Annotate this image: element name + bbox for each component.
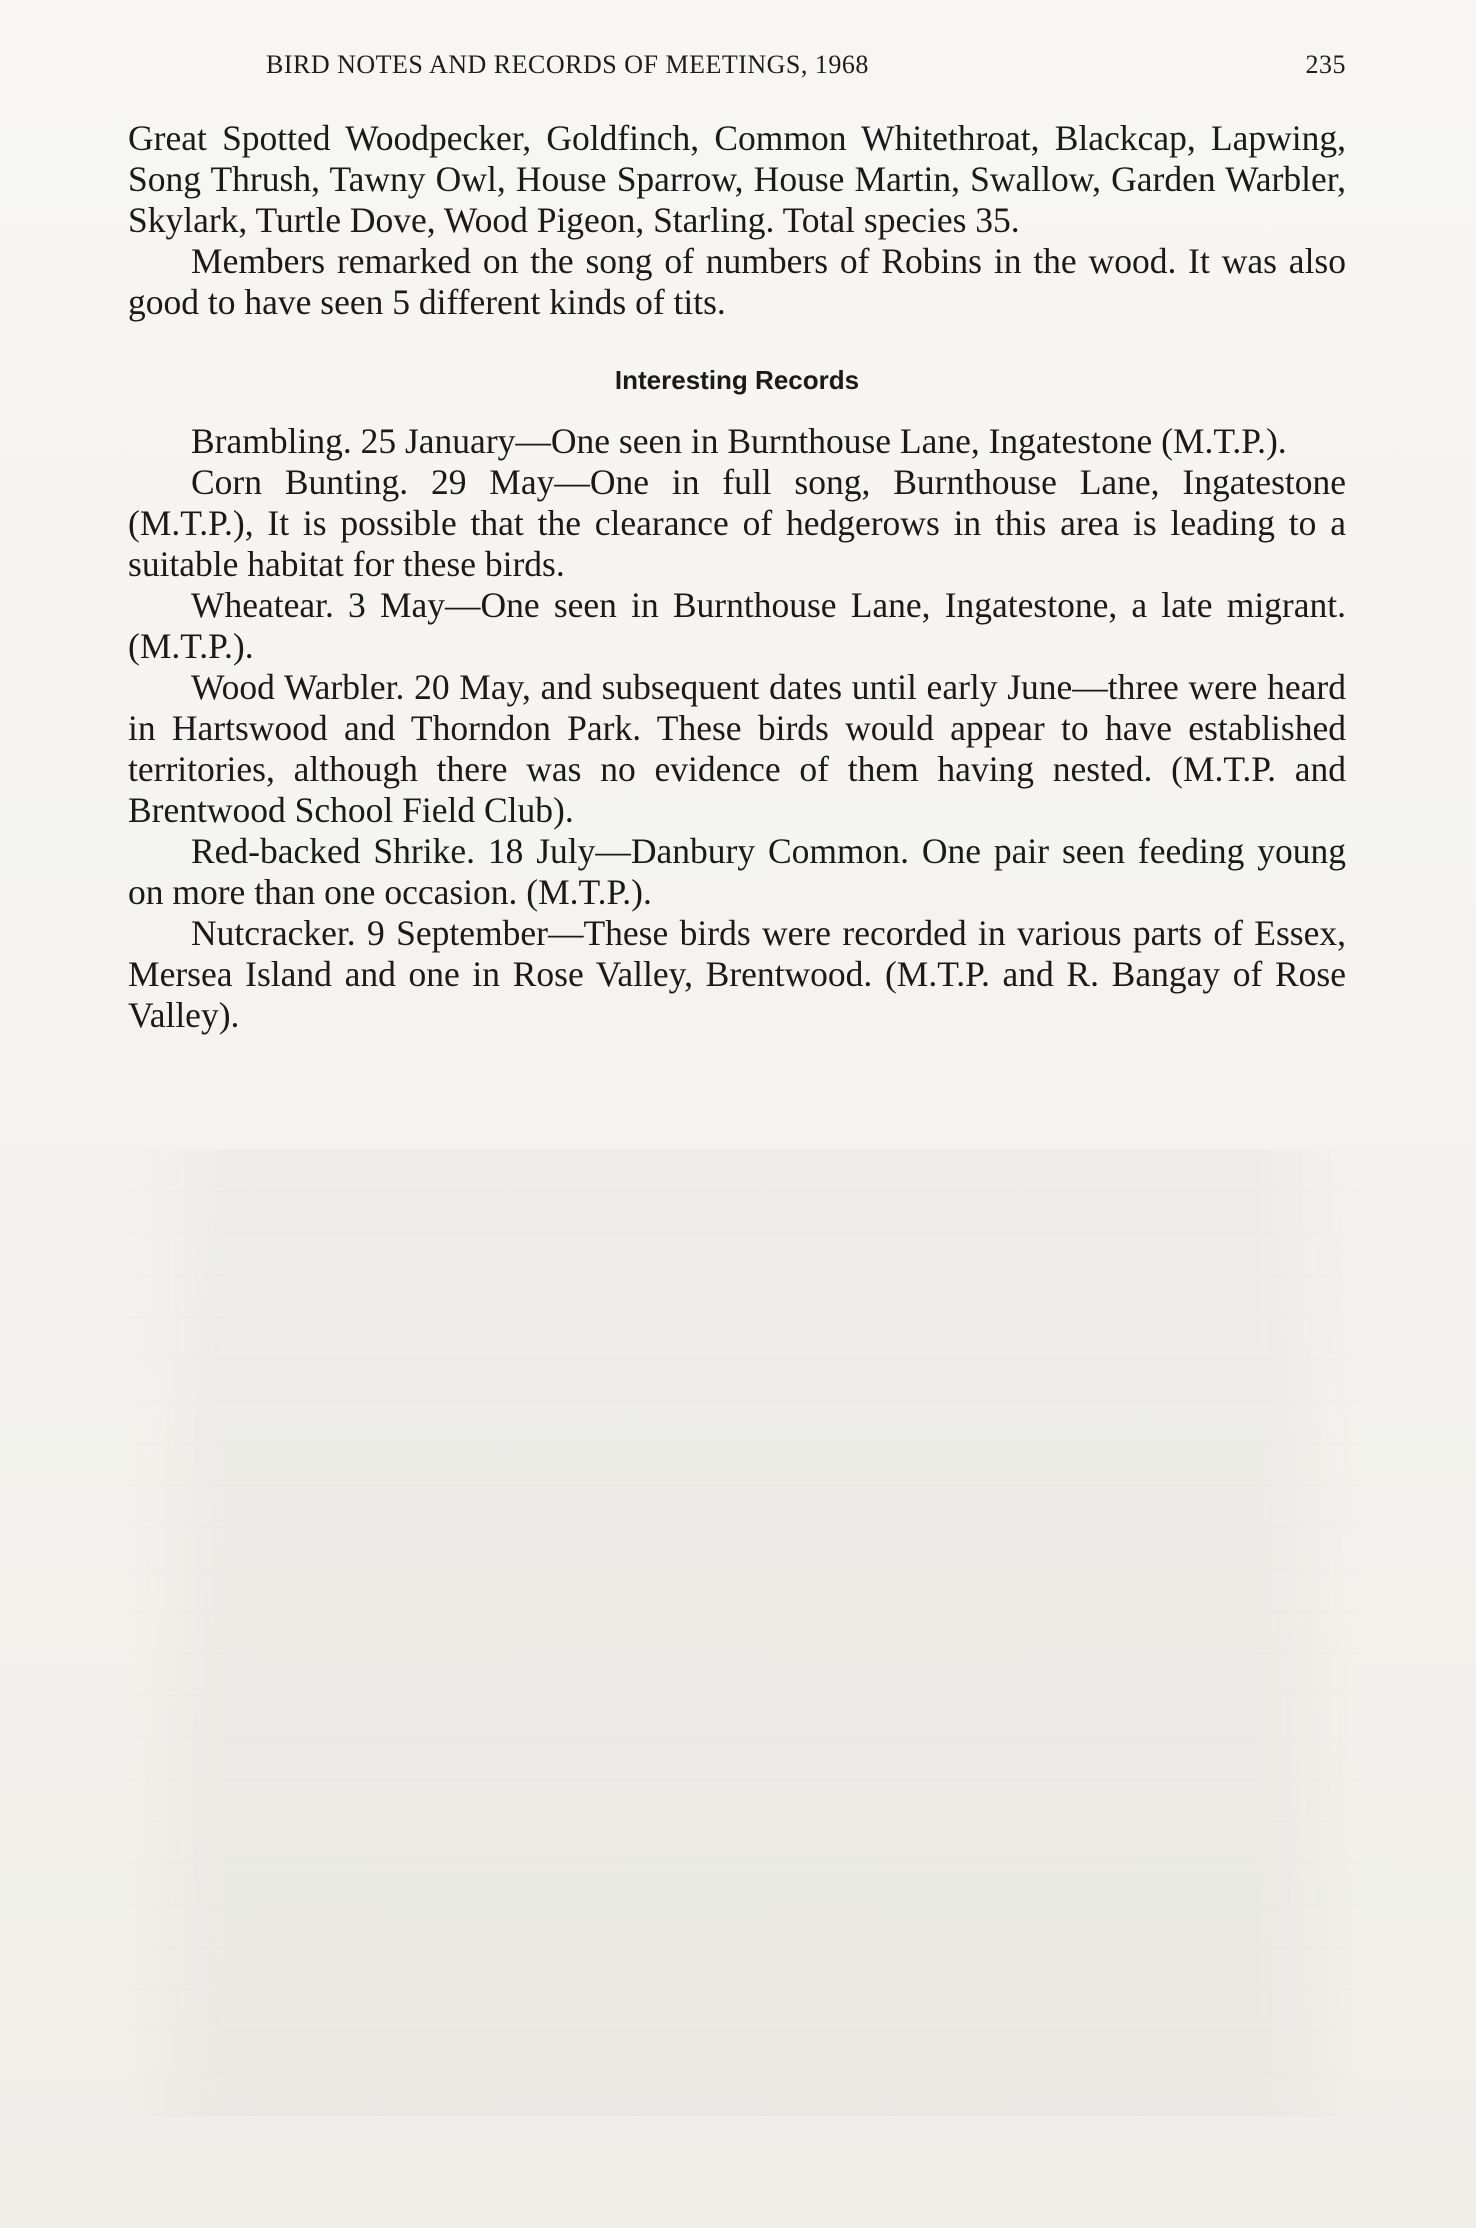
record-paragraph [128,585,1346,667]
record-text: 20 May, and subsequent dates until early June—three were heard in Hartswood and Thorndon Park. These birds would appear to have established territories, although there was no evidence of them having nested. (M.T.P. and Brentwood School Field Club). [128,667,1346,830]
record-text: 29 May—One in full song, Burnthouse Lane, Ingatestone (M.T.P.), It is possible that the clearance of hedgerows in this area is leading to a suitable habitat for these birds. [128,462,1346,584]
record-species: Nutcracker. [191,913,356,953]
record-paragraph [128,421,1346,462]
section-heading: Interesting Records [614,365,860,395]
record-species: Corn Bunting. [191,462,409,502]
record-species: Wood Warbler. [191,667,405,707]
record-species: Wheatear. [191,585,334,625]
record-text: 9 September—These birds were recorded in various parts of Essex, Mersea Island and one in Rose Valley, Brentwood. (M.T.P. and R. Bangay of Rose Valley). [128,913,1346,1035]
record-species: Red-backed Shrike. [191,831,475,871]
record-paragraph [128,913,1346,1036]
running-title: BIRD NOTES AND RECORDS OF MEETINGS, 1968 [266,50,869,79]
species-list-paragraph: Great Spotted Woodpecker, Goldfinch, Common Whitethroat, Blackcap, Lapwing, Song Thrush, Tawny Owl, House Sparrow, House Martin, Swallow, Garden Warbler, Skylark, Turtle Dove, Wood Pigeon, Starling. Total species 35. [128,118,1346,240]
record-paragraph [128,462,1346,585]
record-text: 25 January—One seen in Burnthouse Lane, Ingatestone (M.T.P.). [351,421,1287,461]
page-number: 235 [1305,50,1346,79]
record-species: Brambling. [191,421,352,461]
record-paragraph [128,831,1346,913]
record-paragraph [128,667,1346,831]
running-header [128,50,1346,90]
show-through-text [128,1150,1358,2150]
remark-paragraph: Members remarked on the song of numbers of Robins in the wood. It was also good to have seen 5 different kinds of tits. [128,241,1346,322]
page-body [128,118,1346,1036]
record-text: 18 July—Danbury Common. One pair seen feeding young on more than one occasion. (M.T.P.). [128,831,1346,912]
record-text: 3 May—One seen in Burnthouse Lane, Ingatestone, a late migrant. (M.T.P.). [128,585,1346,666]
